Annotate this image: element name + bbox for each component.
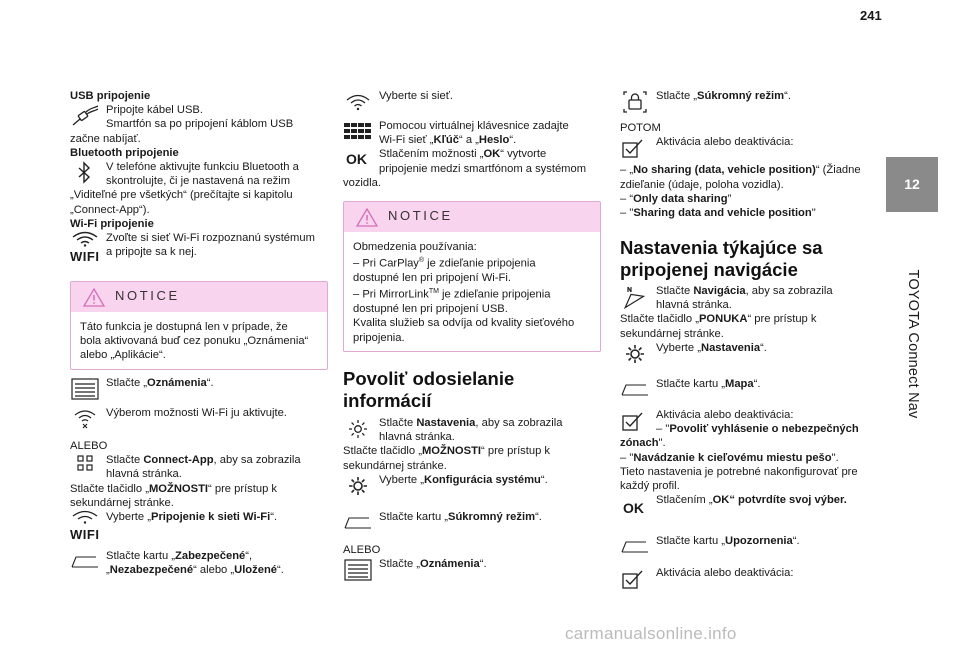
step-keyboard: [343, 119, 601, 190]
s6-bold: Zabezpečené: [175, 550, 246, 562]
section-heading-navigation: [620, 237, 875, 281]
potom-label: POTOM: [620, 122, 661, 134]
b5-bold: Oznámenia: [420, 558, 480, 571]
a2-pre: Wi-Fi sieť „: [379, 134, 434, 147]
wifi-small-icon: [70, 406, 100, 432]
step-map-options: [620, 408, 875, 517]
e1-bold: Navigácia: [693, 285, 746, 297]
e3-post: “.: [760, 341, 767, 354]
e7-line2: každý profil.: [620, 480, 680, 493]
e3-pre: Vyberte „: [656, 341, 701, 354]
s1-post: “.: [206, 377, 214, 389]
n-text-3: dostupné len pri pripojení Wi-Fi.: [353, 272, 511, 285]
step-alerts-activate: [620, 566, 875, 580]
list-menu-icon: [70, 376, 100, 402]
a2-mid: “ a „: [458, 134, 479, 147]
b3-pre: Vyberte „: [379, 473, 424, 486]
d2-pre: – “: [620, 192, 634, 205]
bt-text-4: „Connect-App“).: [70, 203, 150, 216]
wifi-text-2: a pripojte sa k nej.: [106, 246, 197, 259]
n-l4-post: je zdieľanie pripojenia: [438, 289, 551, 302]
page-number: 241: [860, 8, 882, 23]
s4-post: “ pre prístup k: [208, 482, 278, 495]
a3-pre: Stlačením možnosti „: [379, 148, 484, 161]
step-activate-sharing: [620, 121, 875, 220]
section-heading-sharing: [343, 368, 601, 412]
n-text-1: Obmedzenia používania:: [353, 241, 477, 253]
notice-box-1: [70, 281, 328, 370]
b4-pre: Stlačte kartu „: [379, 511, 449, 523]
watermark: carmanualsonline.info: [565, 624, 737, 643]
c1-bold: Súkromný režim: [697, 90, 785, 102]
e5-text: Aktivácia alebo deaktivácia:: [656, 409, 794, 421]
warning-icon: [356, 208, 378, 227]
e8-bold: OK“ potvrdíte svoj výber.: [712, 494, 847, 507]
heading-nav-line-1: Nastavenia týkajúce sa: [620, 237, 823, 258]
s5-post: “.: [270, 511, 278, 524]
bt-text-1: V telefóne aktivujte funkciu Bluetooth a: [106, 161, 299, 174]
steps-navigation: [620, 284, 875, 355]
alebo-1: ALEBO: [70, 440, 108, 452]
bt-text-3: „Viditeľné pre všetkých“ (prečítajte si kapitolu: [70, 189, 293, 202]
e6-bold: Navádzanie k cieľovému miestu pešo: [633, 451, 832, 464]
e1-pre: Stlačte: [656, 285, 694, 297]
a3-line2: pripojenie medzi smartfónom a systémom: [379, 162, 587, 175]
d1-pre: – „: [620, 164, 634, 177]
s4-bold: MOŽNOSTI: [148, 482, 209, 495]
b5-pre: Stlačte „: [379, 558, 421, 571]
usb-cable-icon: [70, 103, 100, 129]
a2-b2: Heslo: [478, 134, 510, 147]
tab-icon: [343, 510, 373, 536]
heading-line-1: Povoliť odosielanie: [343, 368, 515, 389]
step-security-tab: [70, 549, 328, 577]
chapter-tab: 12: [886, 157, 938, 212]
e4-post: “.: [753, 378, 761, 390]
e5-l2-pre: – ": [656, 423, 670, 436]
b4-bold: Súkromný režim: [448, 511, 536, 523]
b1-line2: hlavná stránka.: [379, 431, 455, 444]
b1-bold: Nastavenia: [416, 417, 476, 429]
chapter-title: [888, 218, 938, 478]
a2-post: “.: [509, 134, 517, 147]
e5-l3-bold: zónach: [620, 437, 659, 450]
s6-l2-mid: “ alebo „: [193, 564, 235, 577]
gear-settings-icon: [343, 473, 373, 499]
ok-icon: OK: [623, 500, 644, 517]
wifi-network-icon: [343, 89, 373, 115]
b2-line2: sekundárnej stránke.: [343, 459, 447, 472]
alebo-2: ALEBO: [343, 544, 381, 556]
tab-icon: [70, 549, 100, 575]
e4-bold: Mapa: [725, 378, 754, 390]
keyboard-icon: [343, 119, 373, 145]
e6-pre: – ": [620, 451, 634, 464]
bluetooth-heading: Bluetooth pripojenie: [70, 146, 179, 159]
e9-post: “.: [792, 535, 800, 547]
s1-pre: Stlačte „: [106, 377, 148, 389]
tab-icon: [620, 377, 650, 403]
n-l2-pre: – Pri CarPlay: [353, 257, 419, 270]
checkbox-icon: [620, 135, 650, 161]
s6-l2-post: “.: [277, 564, 284, 577]
notice-title: NOTICE: [388, 208, 453, 223]
b1-pre: Stlačte: [379, 417, 417, 429]
a2-b1: Kľúč: [433, 134, 459, 147]
e7-line1: Tieto nastavenia je potrebné nakonfigurovať pre: [620, 465, 858, 478]
usb-text-1: Pripojte kábel USB.: [106, 104, 204, 117]
step-map-tab: [620, 377, 875, 391]
s6-post: “,: [245, 550, 253, 562]
apps-grid-icon: [70, 453, 100, 479]
wifi-label-icon: [70, 510, 100, 543]
n-text-7: pripojenia.: [353, 331, 405, 344]
e9-bold: Upozornenia: [725, 535, 793, 547]
b3-post: “.: [540, 473, 548, 486]
a3-line3: vozidla.: [343, 176, 381, 189]
e8-pre: Stlačením „: [656, 494, 713, 507]
a3-post: “ vytvorte: [500, 148, 547, 161]
a2-line1: Pomocou virtuálnej klávesnice zadajte: [379, 120, 569, 132]
d1-line2: zdieľanie (údaje, poloha vozidla).: [620, 178, 784, 191]
e10-text: Aktivácia alebo deaktivácia:: [656, 567, 794, 579]
n-l2-post: je zdieľanie pripojenia: [424, 257, 536, 270]
d3-pre: – ": [620, 207, 634, 220]
step-connect-app: [70, 439, 328, 543]
d3-post: ": [811, 207, 816, 220]
c1-pre: Stlačte „: [656, 90, 698, 102]
notice-text-1: Táto funkcia je dostupná len v prípade, že: [80, 321, 288, 333]
bluetooth-icon: [70, 160, 100, 186]
b5-post: “.: [479, 558, 487, 571]
steps-settings: [343, 416, 601, 487]
usb-text-2: Smartfón sa po pripojení káblom USB: [106, 118, 294, 131]
wifi-heading: Wi-Fi pripojenie: [70, 217, 154, 230]
s2-text: Výberom možnosti Wi-Fi ju aktivujte.: [106, 407, 287, 419]
usb-section: [70, 89, 328, 265]
e3-bold: Nastavenia: [700, 341, 761, 354]
n-text-5: dostupné len pri pripojení USB.: [353, 303, 508, 316]
notice-text-2: bola aktivovaná buď cez ponuku „Oznámenia“: [80, 335, 309, 348]
d2-bold: Only data sharing: [633, 192, 728, 205]
e5-l2-bold: Povoliť vyhlásenie o nebezpečných: [669, 423, 859, 436]
e4-pre: Stlačte kartu „: [656, 378, 726, 390]
s5-bold: Pripojenie k sieti Wi-Fi: [150, 511, 271, 524]
notice-box-2: [343, 201, 601, 352]
checkbox-icon: [620, 566, 650, 592]
c2-text: Aktivácia alebo deaktivácia:: [656, 136, 794, 149]
e2-post: “ pre prístup k: [747, 313, 817, 326]
navigation-arrow-icon: [620, 284, 650, 310]
e6-post: ".: [831, 451, 839, 464]
private-mode-icon: [620, 89, 650, 115]
e2-line2: sekundárnej stránke.: [620, 327, 724, 340]
wifi-icon: [70, 231, 100, 265]
e1-post: , aby sa zobrazila: [745, 285, 833, 297]
ok-icon: OK: [346, 151, 367, 168]
e9-pre: Stlačte kartu „: [656, 535, 726, 547]
b2-post: “ pre prístup k: [481, 445, 551, 458]
notice-text-3: alebo „Aplikácie“.: [80, 349, 166, 362]
step-private-mode: [620, 89, 875, 103]
step-select-network: [343, 89, 601, 103]
n-text-6: Kvalita služieb sa odvíja od kvality sieťového: [353, 317, 575, 330]
e2-bold: PONUKA: [698, 313, 748, 326]
s5-pre: Vyberte „: [106, 511, 151, 524]
a1-text: Vyberte si sieť.: [379, 90, 454, 102]
checkbox-icon: [620, 408, 650, 434]
n-l2-sup: ®: [418, 257, 425, 265]
s6-l2-pre: „: [106, 564, 110, 577]
b4-post: “.: [535, 511, 542, 523]
step-alerts-tab: [620, 534, 875, 548]
e1-line2: hlavná stránka.: [656, 299, 732, 312]
chapter-title-text: TOYOTA Connect Nav: [905, 269, 921, 419]
b3-bold: Konfigurácia systému: [423, 473, 541, 486]
d2-post: ”: [727, 192, 732, 205]
tab-icon: [620, 534, 650, 560]
s3-post: , aby sa zobrazila: [213, 454, 301, 467]
step-wifi-activate: [70, 406, 328, 420]
s6-pre: Stlačte kartu „: [106, 550, 176, 562]
notice-title: NOTICE: [115, 288, 180, 303]
usb-heading: USB pripojenie: [70, 90, 151, 102]
e2-pre: Stlačte tlačidlo „: [620, 313, 699, 326]
n-l4-sup: TM: [428, 288, 439, 296]
wifi-icon-label: WIFI: [70, 249, 100, 265]
wifi-label-icon-text: WIFI: [70, 527, 100, 543]
step-notifications: [70, 376, 328, 390]
b2-pre: Stlačte tlačidlo „: [343, 445, 422, 458]
gear-settings-icon: [620, 341, 650, 367]
heading-nav-line-2: pripojenej navigácie: [620, 259, 798, 280]
s3-bold: Connect-App: [143, 454, 214, 467]
s3-line2: hlavná stránka.: [106, 468, 182, 481]
gear-icon: [343, 416, 373, 442]
s6-l2-b1: Nezabezpečené: [109, 564, 194, 577]
step-notifications-2: [343, 543, 601, 571]
s4-line2: sekundárnej stránke.: [70, 496, 174, 509]
heading-line-2: informácií: [343, 390, 432, 411]
step-private-mode-tab: [343, 510, 601, 524]
wifi-text-1: Zvoľte si sieť Wi-Fi rozpoznanú systémum: [106, 232, 315, 245]
n-l4-pre: – Pri MirrorLink: [353, 289, 429, 302]
usb-text-3: začne nabíjať.: [70, 132, 141, 145]
warning-icon: [83, 288, 105, 307]
d3-bold: Sharing data and vehicle position: [633, 207, 812, 220]
s4-pre: Stlačte tlačidlo „: [70, 482, 149, 495]
b1-post: , aby sa zobrazila: [475, 417, 563, 429]
bt-text-2: skontrolujte, či je nastavená na režim: [106, 175, 291, 188]
d1-post: “ (Žiadne: [815, 164, 861, 177]
s6-l2-b2: Uložené: [234, 564, 278, 577]
list-menu-icon: [343, 557, 373, 583]
a3-bold: OK: [483, 148, 501, 161]
s3-pre: Stlačte: [106, 454, 144, 467]
b2-bold: MOŽNOSTI: [421, 445, 482, 458]
e5-l3-post: ".: [658, 437, 666, 450]
d1-bold: No sharing (data, vehicle position): [633, 164, 816, 177]
c1-post: “.: [784, 90, 791, 102]
s1-bold: Oznámenia: [147, 377, 207, 389]
